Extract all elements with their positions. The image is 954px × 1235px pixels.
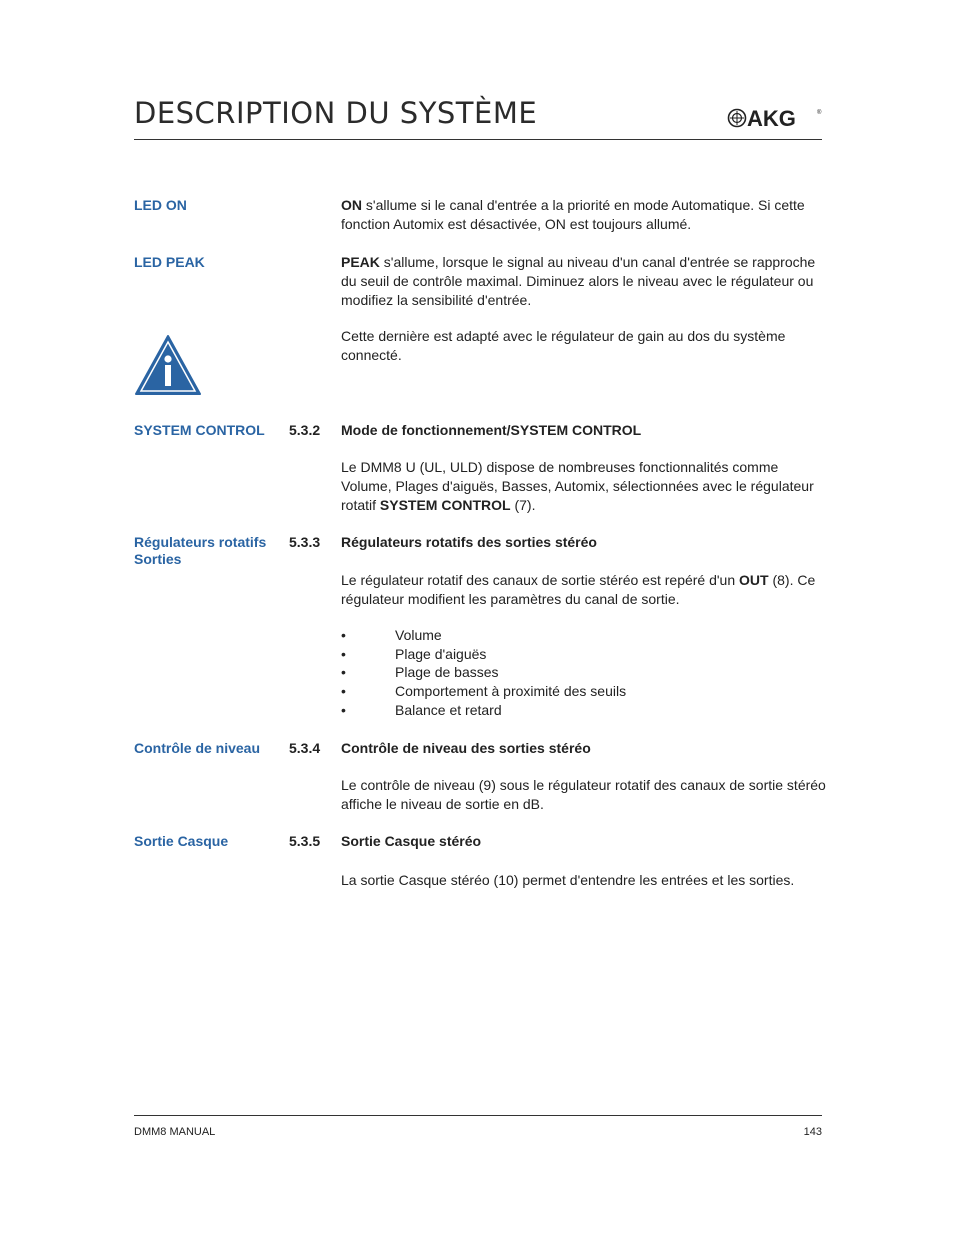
side-label-controle: Contrôle de niveau <box>134 740 261 756</box>
side-label-led-peak: LED PEAK <box>134 254 205 270</box>
regulateurs-text-before: Le régulateur rotatif des canaux de sortie stéréo est repéré d'un <box>341 572 740 588</box>
list-item <box>341 663 741 682</box>
led-on-text: s'allume si le canal d'entrée a la priorité en mode Automatique. Si cette fonction Automix est désactivée, ON est toujours allumé. <box>341 197 805 232</box>
system-control-text-after: (7). <box>510 497 536 513</box>
list-item-text: Balance et retard <box>395 701 502 718</box>
regulateurs-bold: OUT <box>739 572 769 588</box>
logo-text: AKG <box>747 106 796 131</box>
side-label-casque: Sortie Casque <box>134 833 229 849</box>
system-control-bold: SYSTEM CONTROL <box>379 497 511 513</box>
heading-controle: Contrôle de niveau des sorties stéréo <box>341 740 591 756</box>
side-label-led-on: LED ON <box>134 197 187 213</box>
heading-system-control: Mode de fonctionnement/SYSTEM CONTROL <box>341 422 642 438</box>
list-item-text: Plage de basses <box>395 664 499 681</box>
logo-registered-mark: ® <box>817 110 822 116</box>
parameter-list <box>341 626 741 720</box>
info-icon <box>134 334 202 396</box>
led-peak-bold: PEAK <box>341 254 380 270</box>
led-on-paragraph <box>341 196 827 234</box>
regulateurs-text-after: (8). Ce régulateur modifient les paramètres du canal de sortie. <box>341 572 816 607</box>
bullet: • <box>341 683 346 700</box>
footer-manual-name: DMM8 MANUAL <box>134 1126 216 1138</box>
peak-note: Cette dernière est adapté avec le régulateur de gain au dos du système connecté. <box>341 328 786 363</box>
list-item-text: Comportement à proximité des seuils <box>395 683 627 700</box>
bullet: • <box>341 664 346 681</box>
list-item <box>341 701 741 720</box>
footer-rule <box>134 1115 822 1116</box>
list-item <box>341 645 741 664</box>
bullet: • <box>341 645 346 662</box>
system-control-paragraph <box>341 458 827 515</box>
casque-paragraph: La sortie Casque stéréo (10) permet d'entendre les entrées et les sorties. <box>341 872 795 888</box>
header-rule <box>134 139 822 140</box>
system-control-text-before: Le DMM8 U (UL, ULD) dispose de nombreuses fonctionnalités comme Volume, Plages d'aiguës, Basses, Automix, sélectionnées avec le régulateur rotatif <box>341 459 814 513</box>
regulateurs-paragraph <box>341 571 827 609</box>
controle-paragraph: Le contrôle de niveau (9) sous le régulateur rotatif des canaux de sortie stéréo affiche le niveau de sortie en dB. <box>341 777 826 812</box>
bullet: • <box>341 627 346 643</box>
side-label-regulateurs: Régulateurs rotatifs Sorties <box>134 534 267 567</box>
section-number-535: 5.3.5 <box>289 833 321 849</box>
heading-casque: Sortie Casque stéréo <box>341 833 482 849</box>
bullet: • <box>341 701 346 718</box>
led-peak-text: s'allume, lorsque le signal au niveau d'un canal d'entrée se rapproche du seuil de contrôle maximal. Diminuez alors le niveau avec le régulateur ou modifiez la sensibilité d'entrée. <box>341 254 816 308</box>
led-on-bold: ON <box>341 197 362 213</box>
page-title: DESCRIPTION DU SYSTÈME <box>134 96 538 130</box>
section-number-533: 5.3.3 <box>289 534 321 550</box>
page-number: 143 <box>803 1126 822 1138</box>
heading-regulateurs: Régulateurs rotatifs des sorties stéréo <box>341 534 597 550</box>
list-item-text: Plage d'aiguës <box>395 645 487 662</box>
section-number-532: 5.3.2 <box>289 422 321 438</box>
akg-logo <box>727 105 823 131</box>
list-item <box>341 626 741 645</box>
led-peak-paragraph <box>341 253 827 310</box>
side-label-system-control: SYSTEM CONTROL <box>134 422 265 438</box>
section-number-534: 5.3.4 <box>289 740 321 756</box>
list-item <box>341 682 741 701</box>
list-item-text: Volume <box>395 627 442 643</box>
